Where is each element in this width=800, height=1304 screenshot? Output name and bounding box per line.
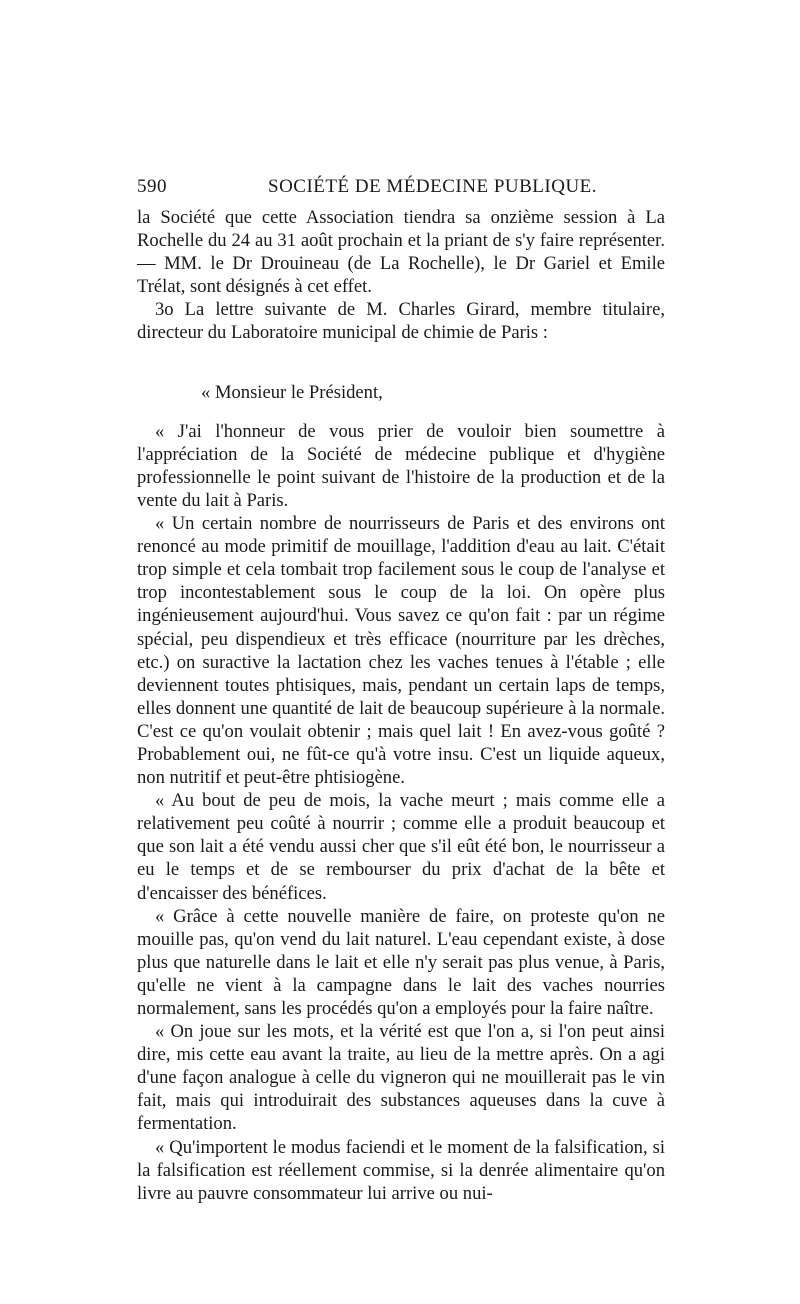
letter-paragraph: « Un certain nombre de nourrisseurs de Paris et des environs ont renoncé au mode primitif de mouillage, l'addition d'eau au lait. C'était trop simple et cela tombait trop facilement sous le coup de l'analyse et trop incontestablement sous le coup de la loi. On opère plus ingénieusement aujourd'hui. Vous savez ce qu'on fait : par un régime spécial, peu dispendieux et très efficace (nourriture par les drèches, etc.) on suractive la lactation chez les vaches tenues à l'étable ; elle deviennent toutes phtisiques, mais, pendant un certain laps de temps, elles donnent une quantité de lait de beaucoup supérieure à la normale. C'est ce qu'on voulait obtenir ; mais quel lait ! En avez-vous goûté ? Probablement oui, ne fût-ce qu'à votre insu. C'est un liquide aqueux, non nutritif et peut-être phtisiogène. <box>137 513 665 789</box>
paragraph-item-3: 3o La lettre suivante de M. Charles Girard, membre titulaire, directeur du Laboratoire municipal de chimie de Paris : <box>137 299 665 344</box>
letter-paragraph: « Grâce à cette nouvelle manière de faire, on proteste qu'on ne mouille pas, qu'on vend du lait naturel. L'eau cependant existe, à dose plus que naturelle dans le lait et elle n'y serait pas plus venue, à Paris, qu'elle ne vient à la campagne dans le lait des vaches nourries normalement, sans les procédés qu'on a employés pour la faire naître. <box>137 905 665 1019</box>
running-title: SOCIÉTÉ DE MÉDECINE PUBLIQUE. <box>268 176 598 197</box>
letter-paragraph: « Au bout de peu de mois, la vache meurt ; mais comme elle a relativement peu coûté à nourrir ; comme elle a produit beaucoup et que son lait a été vendu aussi cher que s'il eût été bon, le nourrisseur a eu le temps et de se rembourser du prix d'achat de la bête et d'encaisser des bénéfices. <box>137 790 665 904</box>
body-text <box>137 206 665 1205</box>
page-number: 590 <box>137 176 167 197</box>
paragraph-continuation: la Société que cette Association tiendra sa onzième session à La Rochelle du 24 au 31 août prochain et la priant de s'y faire représenter. — MM. le Dr Drouineau (de La Rochelle), le Dr Gariel et Emile Trélat, sont désignés à cet effet. <box>137 207 665 298</box>
letter-salutation: « Monsieur le Président, <box>201 381 383 403</box>
letter-paragraph: « Qu'importent le modus faciendi et le moment de la falsification, si la falsification est réellement commise, si la denrée alimentaire qu'on livre au pauvre consommateur lui arrive ou nui- <box>137 1136 665 1204</box>
letter-paragraph: « J'ai l'honneur de vous prier de vouloir bien soumettre à l'appréciation de la Société de médecine publique et d'hygiène professionnelle le point suivant de l'histoire de la production et de la vente du lait à Paris. <box>137 420 665 511</box>
letter-paragraph: « On joue sur les mots, et la vérité est que l'on a, si l'on peut ainsi dire, mis cette eau avant la traite, au lieu de la mettre après. On a agi d'une façon analogue à celle du vigneron qui ne mouillerait pas le vin fait, mais qui introduirait des substances aqueuses dans la cuve à fermentation. <box>137 1021 665 1135</box>
